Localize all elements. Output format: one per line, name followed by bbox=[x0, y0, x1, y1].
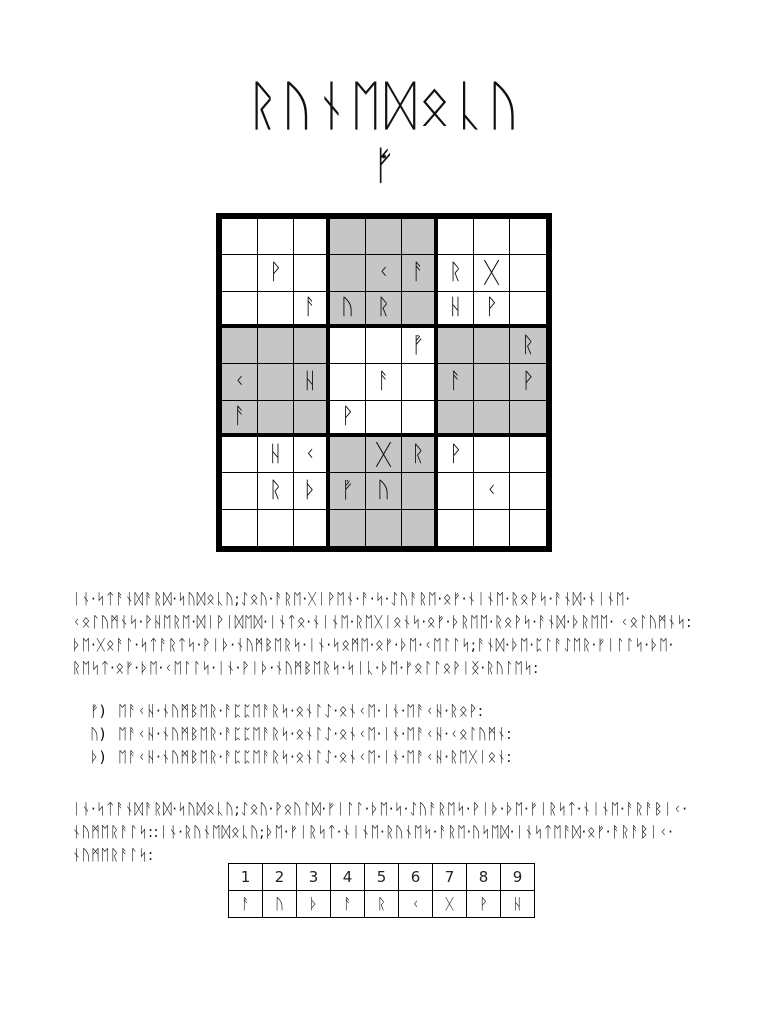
grid-cell[interactable] bbox=[402, 473, 438, 509]
grid-cell[interactable]: ᚱ bbox=[510, 328, 546, 364]
key-number: 5 bbox=[365, 864, 399, 891]
rule-item bbox=[90, 723, 690, 746]
grid-cell[interactable] bbox=[510, 219, 546, 255]
key-rune: ᚷ bbox=[433, 891, 467, 918]
grid-cell[interactable] bbox=[474, 510, 510, 546]
grid-cell[interactable] bbox=[438, 401, 474, 437]
grid-cell[interactable] bbox=[474, 401, 510, 437]
grid-cell[interactable] bbox=[258, 510, 294, 546]
rule-item bbox=[90, 700, 690, 723]
grid-cell[interactable] bbox=[366, 328, 402, 364]
grid-cell[interactable]: ᚢ bbox=[366, 473, 402, 509]
grid-cell[interactable] bbox=[258, 292, 294, 328]
grid-cell[interactable] bbox=[330, 219, 366, 255]
grid-cell[interactable]: ᚨ bbox=[294, 292, 330, 328]
key-number: 6 bbox=[399, 864, 433, 891]
key-runes-row bbox=[229, 891, 535, 918]
rune-number-key bbox=[228, 863, 535, 918]
key-rune: ᚦ bbox=[297, 891, 331, 918]
rule-marker: ᚡ) bbox=[90, 702, 106, 720]
grid-cell[interactable] bbox=[222, 437, 258, 473]
grid-cell[interactable] bbox=[222, 219, 258, 255]
grid-cell[interactable] bbox=[222, 292, 258, 328]
grid-cell[interactable] bbox=[330, 510, 366, 546]
rule-marker: ᚦ) bbox=[90, 748, 106, 766]
rule-marker: ᚢ) bbox=[90, 725, 106, 743]
grid-cell[interactable] bbox=[222, 255, 258, 291]
grid-cell[interactable]: ᚹ bbox=[258, 255, 294, 291]
key-number: 8 bbox=[467, 864, 501, 891]
grid-cell[interactable] bbox=[258, 401, 294, 437]
key-number: 9 bbox=[501, 864, 535, 891]
grid-cell[interactable]: ᚨ bbox=[222, 401, 258, 437]
rule-text: ᛖᚨᚲᚺ·ᚾᚢᛗᛒᛖᚱ·ᚨᛈᛈᛖᚨᚱᛋ·ᛟᚾᛚᛇ·ᛟᚾᚲᛖ·ᛁᚾ·ᛖᚨᚲᚺ·ᚱᛟᚹ: bbox=[118, 702, 484, 720]
key-numbers-row bbox=[229, 864, 535, 891]
grid-cell[interactable] bbox=[510, 473, 546, 509]
grid-cell[interactable] bbox=[402, 219, 438, 255]
key-rune: ᚹ bbox=[467, 891, 501, 918]
grid-cell[interactable] bbox=[330, 437, 366, 473]
key-number: 7 bbox=[433, 864, 467, 891]
key-rune: ᚨ bbox=[331, 891, 365, 918]
grid-cell[interactable] bbox=[258, 328, 294, 364]
grid-cell[interactable]: ᚱ bbox=[366, 292, 402, 328]
grid-cell[interactable]: ᚡ bbox=[330, 473, 366, 509]
grid-cell[interactable]: ᚲ bbox=[366, 255, 402, 291]
grid-cell[interactable] bbox=[294, 401, 330, 437]
grid-cell[interactable]: ᚨ bbox=[402, 255, 438, 291]
grid-cell[interactable] bbox=[438, 219, 474, 255]
grid-cell[interactable] bbox=[258, 219, 294, 255]
grid-cell[interactable] bbox=[222, 473, 258, 509]
grid-cell[interactable] bbox=[402, 401, 438, 437]
grid-cell[interactable] bbox=[402, 510, 438, 546]
key-rune: ᚱ bbox=[365, 891, 399, 918]
grid-cell[interactable]: ᚺ bbox=[258, 437, 294, 473]
grid-cell[interactable]: ᚨ bbox=[366, 364, 402, 400]
grid-cell[interactable]: ᚺ bbox=[294, 364, 330, 400]
instructions-paragraph-1: ᛁᚾ·ᛋᛏᚨᚾᛞᚨᚱᛞ·ᛋᚢᛞᛟᚳᚢ;ᛇᛟᚢ·ᚨᚱᛖ·ᚷᛁᚹᛖᚾ·ᚨ·ᛋ·ᛇᚢᚨᚱᛖ·ᛟᚠ·ᚾᛁᚾᛖ·ᚱᛟᚹᛋ·ᚨᚾᛞ·ᚾᛁᚾᛖ· ᚲᛟᛚᚢᛗᚾᛋ·ᚹᚺᛖᚱᛖ·ᛞᛁᚹᛁᛞᛖᛞ·ᛁᚾᛏᛟ·ᚾᛁᚾᛖ·ᚱᛖᚷᛁᛟᚾᛋ·ᛟᚠ·ᚦᚱᛖᛖ·ᚱᛟᚹᛋ·ᚨᚾᛞ·ᚦᚱᛖᛖ· ᚲᛟᛚᚢᛗᚾᛋ: ᚦᛖ·ᚷᛟᚨᛚ·ᛋᛏᚨᚱᛏᛋ·ᚹᛁᚦ·ᚾᚢᛗᛒᛖᚱᛋ·ᛁᚾ·ᛋᛟᛗᛖ·ᛟᚠ·ᚦᛖ·ᚲᛖᛚᛚᛋ;ᚨᚾᛞ·ᚦᛖ·ᛈᛚᚨᛇᛖᚱ·ᚠᛁᛚᛚᛋ·ᚦᛖ· ᚱᛖᛋᛏ·ᛟᚠ·ᚦᛖ·ᚲᛖᛚᛚᛋ·ᛁᚾ·ᚹᛁᚦ·ᚾᚢᛗᛒᛖᚱᛋ·ᛋᛁᚳ·ᚦᛖ·ᚠᛟᛚᛚᛟᚹᛁᛝ·ᚱᚢᛚᛖᛋ: bbox=[72, 590, 692, 677]
grid-cell[interactable] bbox=[366, 219, 402, 255]
rule-text: ᛖᚨᚲᚺ·ᚾᚢᛗᛒᛖᚱ·ᚨᛈᛈᛖᚨᚱᛋ·ᛟᚾᛚᛇ·ᛟᚾᚲᛖ·ᛁᚾ·ᛖᚨᚲᚺ·ᚱᛖᚷᛁᛟᚾ: bbox=[118, 748, 512, 766]
sudoku-board bbox=[216, 213, 552, 552]
grid-cell[interactable]: ᚱ bbox=[402, 437, 438, 473]
grid-cell[interactable]: ᚹ bbox=[474, 292, 510, 328]
grid-cell[interactable]: ᚡ bbox=[402, 328, 438, 364]
grid-cell[interactable] bbox=[474, 328, 510, 364]
grid-cell[interactable] bbox=[438, 473, 474, 509]
grid-cell[interactable] bbox=[294, 510, 330, 546]
grid-cell[interactable] bbox=[402, 292, 438, 328]
grid-cell[interactable]: ᚹ bbox=[510, 364, 546, 400]
grid-cell[interactable] bbox=[510, 401, 546, 437]
grid-cell[interactable] bbox=[402, 364, 438, 400]
key-number: 2 bbox=[263, 864, 297, 891]
rule-text: ᛖᚨᚲᚺ·ᚾᚢᛗᛒᛖᚱ·ᚨᛈᛈᛖᚨᚱᛋ·ᛟᚾᛚᛇ·ᛟᚾᚲᛖ·ᛁᚾ·ᛖᚨᚲᚺ·ᚲᛟᛚᚢᛗᚾ: bbox=[118, 725, 512, 743]
grid-cell[interactable] bbox=[366, 401, 402, 437]
grid-cell[interactable] bbox=[330, 328, 366, 364]
page-title: ᚱᚢᚾᛖᛞᛟᚳᚢ bbox=[246, 74, 522, 137]
grid-cell[interactable]: ᚱ bbox=[258, 473, 294, 509]
grid-cell[interactable]: ᚱ bbox=[438, 255, 474, 291]
key-number: 3 bbox=[297, 864, 331, 891]
grid-cell[interactable]: ᚦ bbox=[294, 473, 330, 509]
grid-cell[interactable] bbox=[330, 364, 366, 400]
grid-cell[interactable]: ᚲ bbox=[294, 437, 330, 473]
rules-list bbox=[90, 700, 690, 769]
key-rune: ᚺ bbox=[501, 891, 535, 918]
grid-cell[interactable] bbox=[294, 255, 330, 291]
key-number: 4 bbox=[331, 864, 365, 891]
grid-cell[interactable] bbox=[222, 328, 258, 364]
rule-item bbox=[90, 746, 690, 769]
grid-cell[interactable]: ᚷ bbox=[366, 437, 402, 473]
grid-cell[interactable] bbox=[510, 510, 546, 546]
key-rune: ᚨ bbox=[229, 891, 263, 918]
grid-cell[interactable]: ᚷ bbox=[474, 255, 510, 291]
key-rune: ᚢ bbox=[263, 891, 297, 918]
grid-cell[interactable] bbox=[438, 328, 474, 364]
grid-cell[interactable]: ᚲ bbox=[222, 364, 258, 400]
key-rune: ᚲ bbox=[399, 891, 433, 918]
grid-cell[interactable]: ᚹ bbox=[330, 401, 366, 437]
grid-cell[interactable] bbox=[222, 510, 258, 546]
grid-cell[interactable]: ᚹ bbox=[438, 437, 474, 473]
grid-cell[interactable] bbox=[366, 510, 402, 546]
grid-cell[interactable] bbox=[294, 328, 330, 364]
grid-cell[interactable] bbox=[474, 364, 510, 400]
grid-cell[interactable] bbox=[474, 437, 510, 473]
key-number: 1 bbox=[229, 864, 263, 891]
grid-cell[interactable] bbox=[294, 219, 330, 255]
grid-cell[interactable] bbox=[474, 219, 510, 255]
grid-cell[interactable]: ᚺ bbox=[438, 292, 474, 328]
grid-cell[interactable] bbox=[438, 510, 474, 546]
grid-cell[interactable] bbox=[510, 292, 546, 328]
grid-cell[interactable] bbox=[510, 437, 546, 473]
page-subtitle: ᚠ̇ bbox=[372, 143, 396, 189]
grid-cell[interactable]: ᚲ bbox=[474, 473, 510, 509]
grid-cell[interactable]: ᚢ bbox=[330, 292, 366, 328]
grid-cell[interactable] bbox=[330, 255, 366, 291]
grid-cell[interactable] bbox=[258, 364, 294, 400]
grid-cell[interactable] bbox=[510, 255, 546, 291]
instructions-paragraph-2: ᛁᚾ·ᛋᛏᚨᚾᛞᚨᚱᛞ·ᛋᚢᛞᛟᚳᚢ;ᛇᛟᚢ·ᚹᛟᚢᛚᛞ·ᚠᛁᛚᛚ·ᚦᛖ·ᛋ·ᛇᚢᚨᚱᛖᛋ·ᚹᛁᚦ·ᚦᛖ·ᚠᛁᚱᛋᛏ·ᚾᛁᚾᛖ·ᚨᚱᚨᛒᛁᚲ· ᚾᚢᛗᛖᚱᚨᛚᛋ::ᛁᚾ·ᚱᚢᚾᛖᛞᛟᚳᚢ;ᚦᛖ·ᚠᛁᚱᛋᛏ·ᚾᛁᚾᛖ·ᚱᚢᚾᛖᛋ·ᚨᚱᛖ·ᚢᛋᛖᛞ·ᛁᚾᛋᛏᛖᚨᛞ·ᛟᚠ·ᚨᚱᚨᛒᛁᚲ· ᚾᚢᛗᛖᚱᚨᛚᛋ: bbox=[72, 800, 688, 864]
grid-cell[interactable]: ᚨ bbox=[438, 364, 474, 400]
